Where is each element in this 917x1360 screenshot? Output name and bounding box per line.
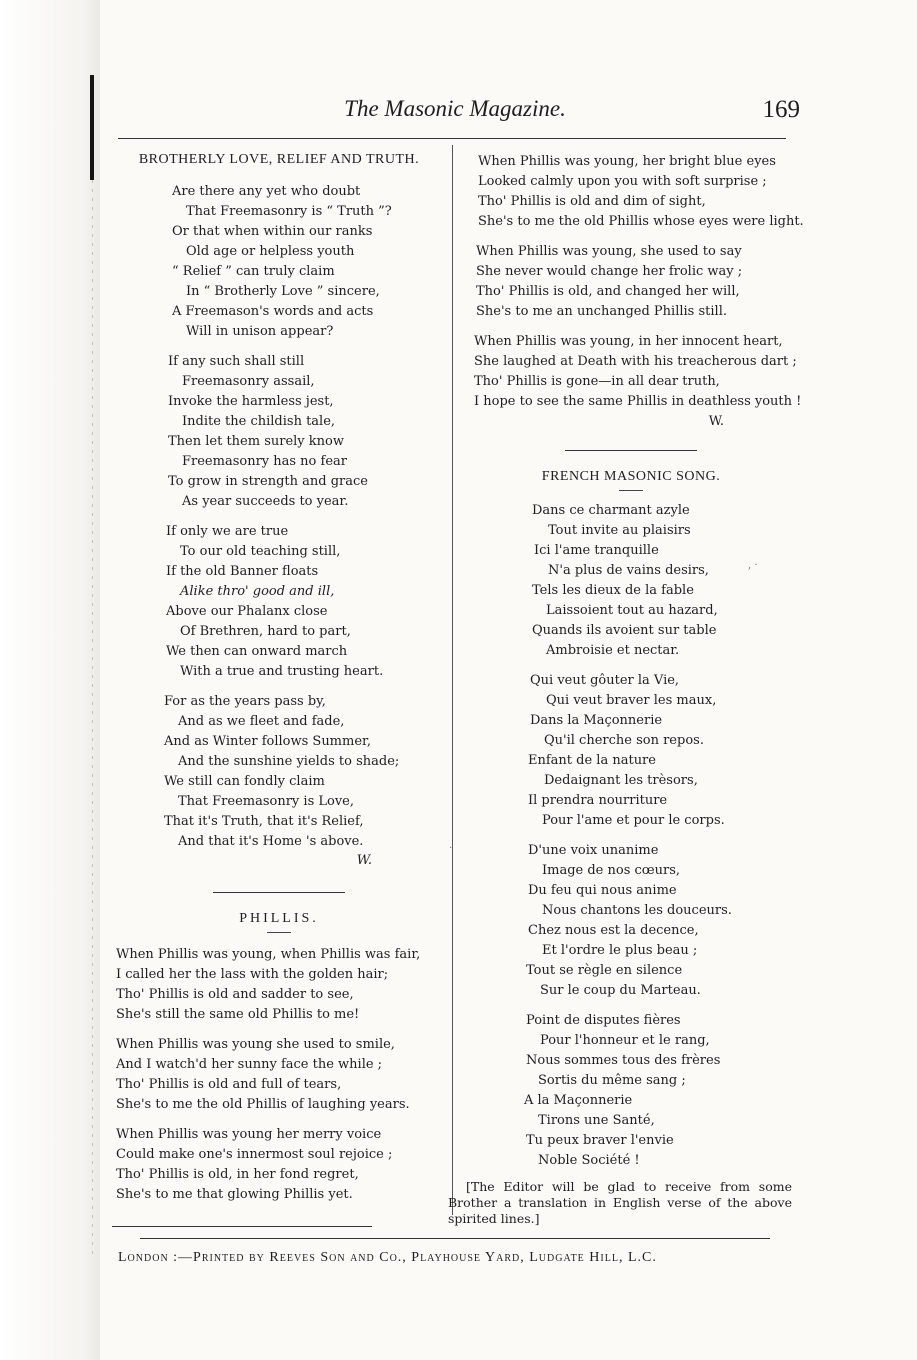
- verse-line: Image de nos cœurs,: [542, 863, 681, 878]
- verse-line: Du feu qui nous anime: [528, 883, 677, 898]
- verse-line: Above our Phalanx close: [166, 604, 328, 619]
- verse-line: Dedaignant les trèsors,: [544, 773, 698, 788]
- verse-line: N'a plus de vains desirs,: [548, 563, 709, 578]
- verse-line: When Phillis was young her merry voice: [116, 1127, 382, 1142]
- poem-phillis-part-one: [116, 945, 442, 1205]
- verse-line: Are there any yet who doubt: [172, 184, 361, 199]
- verse-line: I called her the lass with the golden hair;: [116, 967, 389, 982]
- stanza: [466, 152, 804, 232]
- verse-line: And as we fleet and fade,: [178, 714, 345, 729]
- title-dash: [267, 932, 291, 933]
- verse-line: If the old Banner floats: [166, 564, 319, 579]
- stanza: [116, 945, 442, 1025]
- verse-line: Ambroisie et nectar.: [546, 643, 680, 658]
- verse-line: Alike thro' good and ill,: [180, 584, 335, 599]
- stanza: [466, 242, 796, 322]
- verse-line: In “ Brotherly Love ” sincere,: [186, 284, 380, 299]
- verse-line: When Phillis was young, in her innocent heart,: [474, 334, 783, 349]
- poem-title-french-song: FRENCH MASONIC SONG.: [541, 469, 721, 484]
- verse-line: Tout se règle en silence: [526, 963, 683, 978]
- running-title: The Masonic Magazine.: [344, 96, 566, 121]
- verse-line: Pour l'ame et pour le corps.: [542, 813, 725, 828]
- stanza: [466, 501, 796, 661]
- binding-shadow: [90, 75, 94, 180]
- footer-rule: [140, 1238, 770, 1239]
- poem-phillis-part-two: [466, 152, 804, 432]
- verse-line: If only we are true: [166, 524, 289, 539]
- verse-line: Invoke the harmless jest,: [168, 394, 334, 409]
- verse-line: Point de disputes fières: [526, 1013, 681, 1028]
- verse-line: For as the years pass by,: [164, 694, 326, 709]
- verse-line: Dans ce charmant azyle: [532, 503, 690, 518]
- poem-french-masonic-song: [466, 501, 796, 1171]
- column-divider: [452, 145, 453, 1215]
- verse-line: Tout invite au plaisirs: [548, 523, 691, 538]
- poem-title-brotherly-love: BROTHERLY LOVE, RELIEF AND TRUTH.: [138, 152, 420, 167]
- verse-line: She laughed at Death with his treacherous dart ;: [474, 354, 797, 369]
- section-separator: [213, 892, 345, 893]
- print-speck: , ·: [748, 560, 758, 571]
- verse-line: Freemasonry assail,: [182, 374, 315, 389]
- verse-line: And the sunshine yields to shade;: [178, 754, 400, 769]
- stanza: [116, 352, 442, 512]
- verse-line: If any such shall still: [168, 354, 305, 369]
- verse-line: Ici l'ame tranquille: [534, 543, 659, 558]
- verse-line: She never would change her frolic way ;: [476, 264, 743, 279]
- verse-line: Sur le coup du Marteau.: [540, 983, 701, 998]
- verse-line: When Phillis was young she used to smile,: [116, 1037, 395, 1052]
- verse-line: Tirons une Santé,: [538, 1113, 655, 1128]
- verse-line: Tho' Phillis is old, and changed her will,: [476, 284, 740, 299]
- stanza: [466, 841, 796, 1001]
- verse-line: Chez nous est la decence,: [528, 923, 699, 938]
- poem-brotherly-love: [116, 182, 442, 870]
- right-column: [448, 150, 804, 1227]
- left-column: [116, 150, 442, 1205]
- poem-title-phillis: PHILLIS.: [239, 911, 319, 926]
- poem-signature: W.: [708, 414, 724, 429]
- verse-line: Of Brethren, hard to part,: [180, 624, 351, 639]
- verse-line: D'une voix unanime: [528, 843, 659, 858]
- verse-line: And that it's Home 's above.: [178, 834, 364, 849]
- stanza: [466, 1011, 796, 1171]
- stanza: [116, 1125, 442, 1205]
- verse-line: To grow in strength and grace: [168, 474, 368, 489]
- verse-line: She's to me that glowing Phillis yet.: [116, 1187, 353, 1202]
- verse-line: That Freemasonry is Love,: [178, 794, 355, 809]
- stanza: [116, 692, 442, 852]
- verse-line: Indite the childish tale,: [182, 414, 336, 429]
- verse-line: I hope to see the same Phillis in deathless youth !: [474, 394, 802, 409]
- binding-stitch-marks: [92, 180, 93, 1260]
- stanza: [116, 182, 442, 342]
- poem-signature: W.: [356, 853, 372, 868]
- verse-line: That Freemasonry is “ Truth ”?: [186, 204, 392, 219]
- verse-line: Tho' Phillis is old and full of tears,: [116, 1077, 342, 1092]
- verse-line: When Phillis was young, her bright blue eyes: [478, 154, 776, 169]
- verse-line: Looked calmly upon you with soft surprise ;: [478, 174, 767, 189]
- stanza: [116, 1035, 442, 1115]
- page-binding-margin: [0, 0, 100, 1360]
- verse-line: Or that when within our ranks: [172, 224, 373, 239]
- stanza: [466, 332, 802, 412]
- verse-line: Tho' Phillis is old, in her fond regret,: [116, 1167, 359, 1182]
- verse-line: A Freemason's words and acts: [172, 304, 374, 319]
- verse-line: Qu'il cherche son repos.: [544, 733, 704, 748]
- footer-rule: [112, 1226, 372, 1227]
- page-number: 169: [762, 96, 800, 123]
- verse-line: Nous chantons les douceurs.: [542, 903, 732, 918]
- verse-line: Il prendra nourriture: [528, 793, 668, 808]
- verse-line: Tho' Phillis is old and dim of sight,: [478, 194, 706, 209]
- verse-line: She's to me the old Phillis of laughing years.: [116, 1097, 410, 1112]
- verse-line: Freemasonry has no fear: [182, 454, 347, 469]
- page-header: [110, 96, 800, 136]
- title-dash: [619, 490, 643, 491]
- verse-line: A la Maçonnerie: [524, 1093, 633, 1108]
- header-rule: [118, 138, 786, 139]
- verse-line: “ Relief ” can truly claim: [172, 264, 335, 279]
- verse-line: Nous sommes tous des frères: [526, 1053, 721, 1068]
- verse-line: That it's Truth, that it's Relief,: [164, 814, 364, 829]
- verse-line: Et l'ordre le plus beau ;: [542, 943, 698, 958]
- verse-line: Old age or helpless youth: [186, 244, 355, 259]
- verse-line: And I watch'd her sunny face the while ;: [116, 1057, 383, 1072]
- verse-line: With a true and trusting heart.: [180, 664, 384, 679]
- print-speck: ·: [449, 843, 453, 854]
- verse-line: Enfant de la nature: [528, 753, 656, 768]
- verse-line: Then let them surely know: [168, 434, 344, 449]
- verse-line: When Phillis was young, when Phillis was fair,: [116, 947, 421, 962]
- verse-line: As year succeeds to year.: [182, 494, 349, 509]
- verse-line: Qui veut gôuter la Vie,: [530, 673, 680, 688]
- verse-line: She's still the same old Phillis to me!: [116, 1007, 360, 1022]
- verse-line: Sortis du même sang ;: [538, 1073, 686, 1088]
- section-separator: [565, 450, 697, 451]
- verse-line: To our old teaching still,: [180, 544, 341, 559]
- verse-line: Tho' Phillis is gone—in all dear truth,: [474, 374, 720, 389]
- editor-note: [The Editor will be glad to receive from some Brother a translation in English verse of the above spirited lines.]: [448, 1179, 792, 1226]
- verse-line: Pour l'honneur et le rang,: [540, 1033, 710, 1048]
- verse-line: Dans la Maçonnerie: [530, 713, 663, 728]
- verse-line: We still can fondly claim: [164, 774, 325, 789]
- verse-line: She's to me an unchanged Phillis still.: [476, 304, 727, 319]
- verse-line: Quands ils avoient sur table: [532, 623, 717, 638]
- stanza: [466, 671, 796, 831]
- verse-line: Laissoient tout au hazard,: [546, 603, 718, 618]
- printer-imprint: London :—Printed by Reeves Son and Co., Playhouse Yard, Ludgate Hill, L.C.: [118, 1250, 657, 1265]
- verse-line: Qui veut braver les maux,: [546, 693, 717, 708]
- verse-line: Will in unison appear?: [186, 324, 334, 339]
- verse-line: She's to me the old Phillis whose eyes were light.: [478, 214, 804, 229]
- verse-line: Tu peux braver l'envie: [526, 1133, 674, 1148]
- verse-line: When Phillis was young, she used to say: [476, 244, 742, 259]
- verse-line: Could make one's innermost soul rejoice ;: [116, 1147, 393, 1162]
- stanza: [116, 522, 442, 682]
- verse-line: Noble Société !: [538, 1153, 640, 1168]
- verse-line: Tho' Phillis is old and sadder to see,: [116, 987, 354, 1002]
- verse-line: And as Winter follows Summer,: [164, 734, 371, 749]
- verse-line: Tels les dieux de la fable: [532, 583, 694, 598]
- verse-line: We then can onward march: [166, 644, 348, 659]
